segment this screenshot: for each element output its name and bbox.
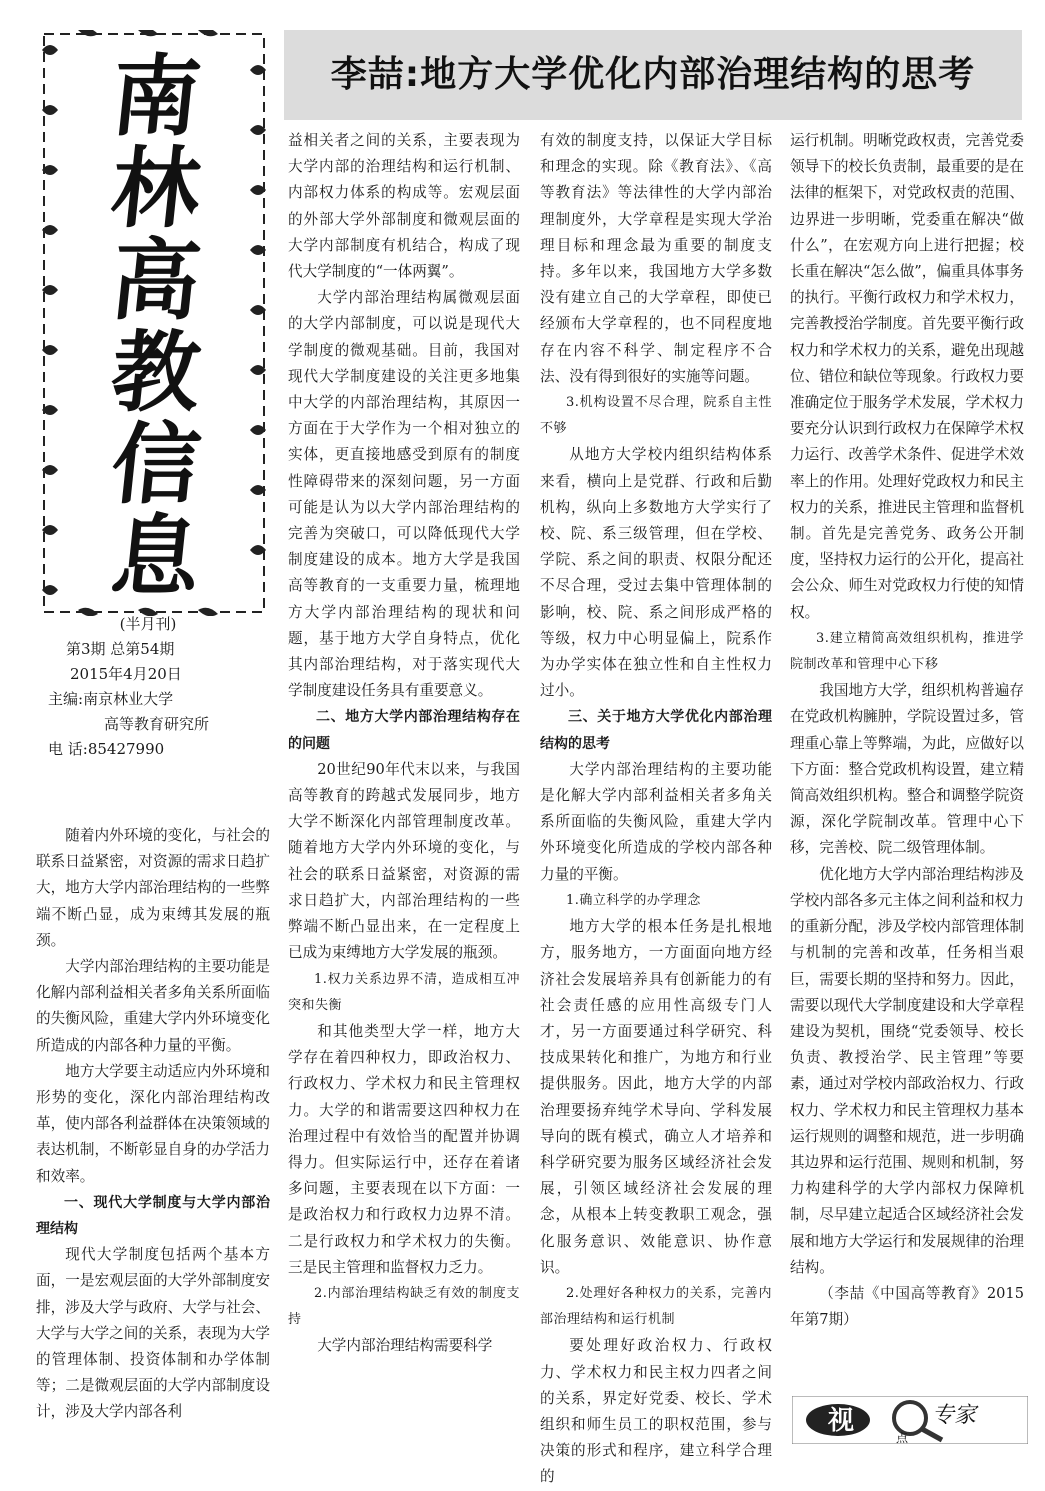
issue-info (48, 612, 278, 762)
subsection-heading: 2.内部治理结构缺乏有效的制度支持 (288, 1285, 520, 1328)
citation: （李喆《中国高等教育》2015年第7期） (790, 1284, 1024, 1329)
logo-text-3: 点 (896, 1431, 909, 1444)
section-heading: 三、关于地方大学优化内部治理结构的思考 (540, 709, 772, 752)
editor-line1: 南京林业大学 (83, 690, 174, 708)
paragraph: 大学内部治理结构的主要功能是化解内部利益相关者多角关系所面临的失衡风险，重建大学内外环境变化所造成的内部各种力量的平衡。 (36, 958, 270, 1054)
phone-label: 电 话: (48, 740, 88, 758)
issue-date: 2015年4月20日 (70, 665, 182, 683)
paragraph: 现代大学制度包括两个基本方面，一是宏观层面的大学外部制度安排，涉及大学与政府、大学与社会、大学与大学之间的关系，表现为大学的管理体制、投资体制和办学体制等；二是微观层面的大学内部制度设计，涉及大学内部各利 (36, 1246, 270, 1421)
paragraph: 从地方大学校内组织结构体系来看，横向上是党群、行政和后勤机构，纵向上多数地方大学实行了校、院、系三级管理，但在学校、学院、系之间的职责、权限分配还不尽合理，受过去集中管理体制的影响，校、院、系之间形成严格的等级，权力中心明显偏上，院系作为办学实体在独立性和自主性权力过小。 (540, 446, 772, 700)
logo-char-1: 视 (828, 1406, 855, 1436)
paragraph: 随着内外环境的变化，与社会的联系日益紧密，对资源的需求日趋扩大，地方大学内部治理结构的一些弊端不断凸显，成为束缚其发展的瓶颈。 (36, 827, 270, 949)
paragraph: 和其他类型大学一样，地方大学存在着四种权力，即政治权力、行政权力、学术权力和民主管理权力。大学的和谐需要这四种权力在治理过程中有效恰当的配置并协调得力。但实际运行中，还存在着诸多问题，主要表现在以下方面：一是政治权力和行政权力边界不清。二是行政权力和学术权力的失衡。三是民主管理和监督权力乏力。 (288, 1022, 520, 1276)
article-title: 李喆:地方大学优化内部治理结构的思考 (330, 54, 976, 95)
editor-label: 主编: (48, 690, 84, 708)
paragraph: 20世纪90年代末以来，与我国高等教育的跨越式发展同步，地方大学不断深化内部管理制度改革。随着地方大学内外环境的变化，与社会的联系日益紧密，对资源的需求日趋扩大，内部治理结构的一些弊端不断凸显出来，在一定程度上已成为束缚地方大学发展的瓶颈。 (288, 760, 520, 962)
issue-number: 第3期 总第54期 (66, 640, 175, 658)
paragraph: 要处理好政治权力、行政权力、学术权力和民主权力四者之间的关系，界定好党委、校长、学术组织和师生员工的职权范围，参与决策的形式和程序，建立科学合理的 (540, 1337, 772, 1486)
expert-view-logo (792, 1396, 1028, 1444)
masthead-char: 信 (106, 412, 206, 516)
column-2 (288, 128, 520, 1360)
frequency: (半月刊) (119, 615, 177, 633)
masthead-title (66, 44, 246, 608)
logo-text-2: 专家 (932, 1403, 977, 1428)
masthead-char: 林 (106, 136, 206, 240)
section-heading: 一、现代大学制度与大学内部治理结构 (36, 1194, 270, 1238)
column-4 (790, 128, 1024, 1333)
masthead-char: 息 (106, 504, 206, 608)
paragraph: 运行机制。明晰党政权责，完善党委领导下的校长负责制，最重要的是在法律的框架下，对党政权责的范围、边界进一步明晰，党委重在解决“做什么”，在宏观方向上进行把握；校长重在解决“怎么做”，偏重具体事务的执行。平衡行政权力和学术权力，完善教授治学制度。首先要平衡行政权力和学术权力的关系，避免出现越位、错位和缺位等现象。行政权力要准确定位于服务学术发展，学术权力要充分认识到行政权力在保障学术权力运行、改善学术条件、促进学术效率上的作用。处理好党政权力和民主权力的关系，推进民主管理和监督机制。首先是完善党务、政务公开制度，坚持权力运行的公开化，提高社会公众、师生对党政权力行使的知情权。 (790, 132, 1024, 621)
paragraph: 我国地方大学，组织机构普遍存在党政机构臃肿，学院设置过多，管理重心靠上等弊端，为此，应做好以下方面：整合党政机构设置，建立精简高效组织机构。整合和调整学院资源，深化学院制改革。管理中心下移，完善校、院二级管理体制。 (790, 682, 1024, 857)
paragraph: 地方大学的根本任务是扎根地方，服务地方，一方面面向地方经济社会发展培养具有创新能力的有社会责任感的应用性高级专门人才，另一方面要通过科学研究、科技成果转化和推广，为地方和行业提供服务。因此，地方大学的内部治理要扬弃纯学术导向、学科发展导向的既有模式，确立人才培养和科学研究要为服务区域经济社会发展，引领区域经济社会发展的理念，从根本上转变教职工观念，强化服务意识、效能意识、协作意识。 (540, 918, 772, 1276)
masthead-char: 高 (106, 228, 206, 332)
subsection-heading: 3.建立精简高效组织机构，推进学院制改革和管理中心下移 (790, 630, 1024, 673)
editor (48, 687, 278, 712)
masthead-char: 南 (106, 44, 206, 148)
subsection-heading: 1.权力关系边界不清，造成相互冲突和失衡 (288, 971, 520, 1013)
paragraph: 大学内部治理结构的主要功能是化解大学内部利益相关者多角关系所面临的失衡风险，重建大学内外环境变化所造成的学校内部各种力量的平衡。 (540, 760, 772, 883)
paragraph: 大学内部治理结构需要科学 (317, 1337, 493, 1355)
paragraph: 益相关者之间的关系，主要表现为大学内部的治理结构和运行机制、内部权力体系的构成等。宏观层面的外部大学外部制度和微观层面的大学内部制度有机结合，构成了现代大学制度的“一体两翼”。 (288, 132, 520, 281)
editor-line2: 高等教育研究所 (104, 715, 210, 733)
paragraph: 有效的制度支持，以保证大学目标和理念的实现。除《教育法》、《高等教育法》等法律性的大学内部治理制度外，大学章程是实现大学治理目标和理念最为重要的制度支持。多年以来，我国地方大学多数没有建立自己的大学章程，即使已经颁布大学章程的，也不同程度地存在内容不科学、制定程序不合法、没有得到很好的实施等问题。 (540, 132, 772, 385)
subsection-heading: 2.处理好各种权力的关系，完善内部治理结构和运行机制 (540, 1285, 772, 1328)
phone-number: 85427990 (87, 740, 165, 758)
paragraph: 大学内部治理结构属微观层面的大学内部制度，可以说是现代大学制度的微观基础。目前，我国对现代大学制度建设的关注更多地集中大学的内部治理结构，其原因一方面在于大学作为一个相对独立的实体，更直接地感受到原有的制度性障碍带来的深刻问题，另一方面可能是认为以大学内部治理结构的完善为突破口，可以降低现代大学制度建设的成本。地方大学是我国高等教育的一支重要力量，梳理地方大学内部治理结构的现状和问题，基于地方大学自身特点，优化其内部治理结构，对于落实现代大学制度建设任务具有重要意义。 (288, 289, 520, 700)
masthead-char: 教 (106, 320, 206, 424)
column-3 (540, 128, 772, 1491)
paragraph: 地方大学要主动适应内外环境和形势的变化，深化内部治理结构改革，使内部各利益群体在决策领域的表达机制，不断彰显自身的办学活力和效率。 (36, 1062, 270, 1185)
subsection-heading: 3.机构设置不尽合理，院系自主性不够 (540, 395, 772, 437)
section-heading: 二、地方大学内部治理结构存在的问题 (288, 709, 520, 752)
paragraph: 优化地方大学内部治理结构涉及学校内部各多元主体之间利益和权力的重新分配，涉及学校内部管理体制与机制的完善和改革，任务相当艰巨，需要长期的坚持和努力。因此，需要以现代大学制度建设和大学章程建设为契机，围绕“党委领导、校长负责、教授治学、民主管理”等要素，通过对学校内部政治权力、行政权力、学术权力和民主管理权力基本运行规则的调整和规范，进一步明确其边界和运行范围、规则和机制，努力构建科学的大学内部权力保障机制，尽早建立起适合区域经济社会发展和地方大学运行和发展规律的治理结构。 (790, 865, 1024, 1276)
subsection-heading: 1.确立科学的办学理念 (566, 892, 701, 908)
masthead (38, 30, 270, 616)
column-1 (36, 823, 270, 1426)
article-title-bar (284, 30, 1022, 120)
phone (48, 737, 278, 762)
